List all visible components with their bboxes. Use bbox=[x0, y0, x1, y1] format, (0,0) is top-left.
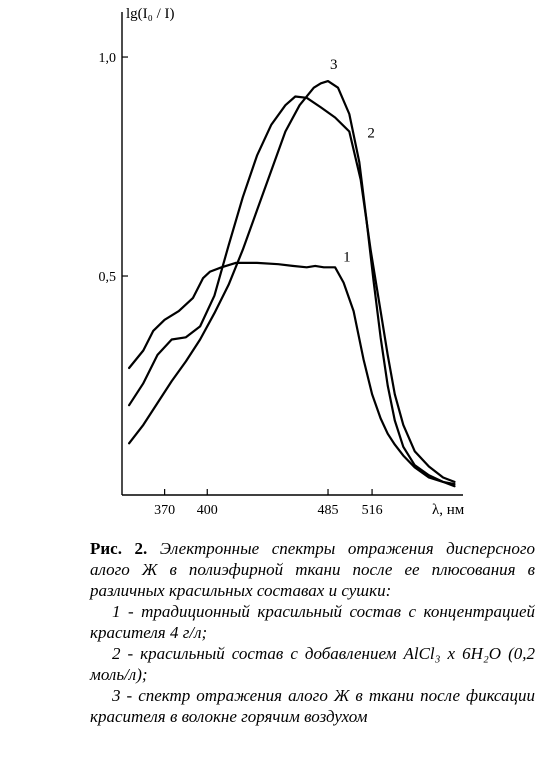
caption-label: Рис. 2. bbox=[90, 539, 148, 558]
x-tick-label: 400 bbox=[196, 503, 218, 518]
caption-item-3: 3 - спектр отражения алого Ж в ткани после фиксации красителя в волокне горячим воздухом bbox=[90, 686, 535, 726]
y-axis-label: lg(I₀ / I) bbox=[126, 6, 175, 22]
caption-text: Электронные спектры отражения дисперсного алого Ж в полиэфирной ткани после ее плюсования в различных красильных составах и сушки: bbox=[90, 539, 535, 600]
x-tick-label: 370 bbox=[154, 503, 176, 518]
series-label-3: 3 bbox=[330, 57, 338, 74]
caption-main bbox=[90, 538, 535, 601]
x-tick-label: 516 bbox=[361, 503, 383, 518]
series-line-3 bbox=[129, 81, 454, 486]
figure-caption bbox=[90, 538, 535, 727]
x-tick-label: 485 bbox=[317, 503, 339, 518]
y-tick-label: 0,5 bbox=[98, 270, 116, 286]
caption-item-1: 1 - традиционный красильный состав с концентрацией красителя 4 г/л; bbox=[90, 602, 535, 642]
x-axis-label: λ, нм bbox=[432, 502, 465, 518]
series-layer bbox=[129, 81, 454, 486]
series-label-1: 1 bbox=[343, 249, 351, 266]
series-line-2 bbox=[129, 97, 454, 482]
y-tick-label: 1,0 bbox=[98, 51, 116, 67]
series-label-2: 2 bbox=[367, 125, 375, 142]
caption-item-2: 2 - красильный состав с добавлением AlCl₃ x 6H₂O (0,2 моль/л); bbox=[90, 644, 535, 684]
